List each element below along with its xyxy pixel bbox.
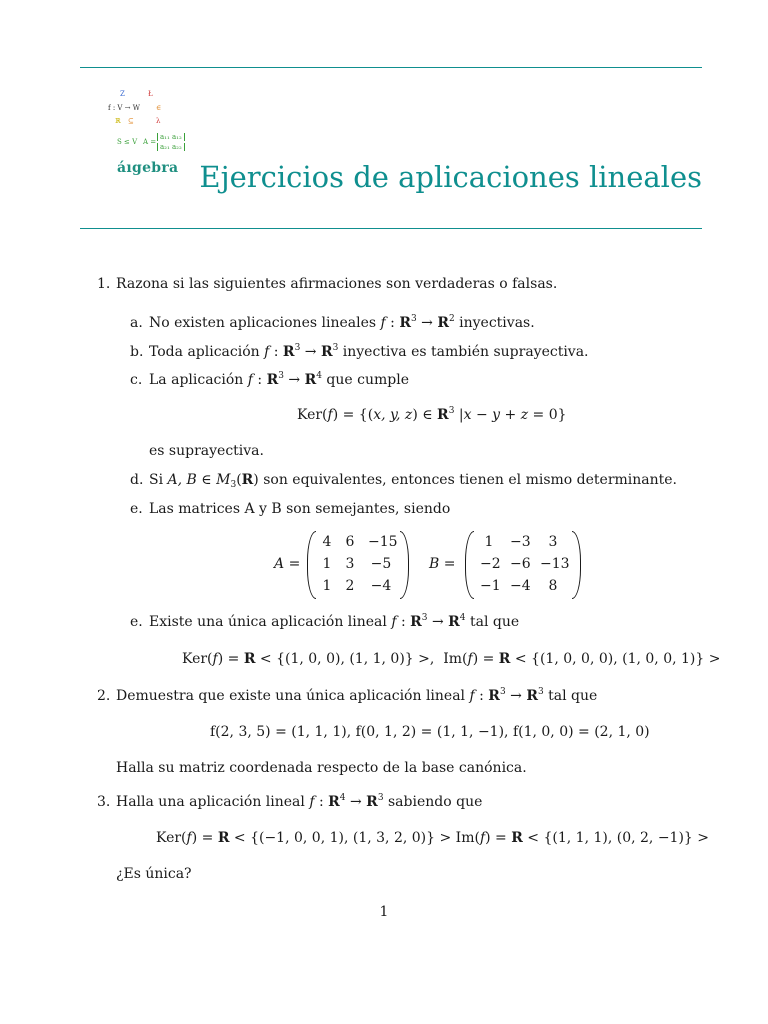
page-number: 1 (379, 904, 389, 920)
algebra-logo: Z Ł f : V → W ∈ ℝ ⊆ λ S ≤ V A = a₁₁ a₁₂ a₂₁ a₂₂ áıgebra (100, 82, 195, 182)
logo-brand-text: áıgebra (117, 160, 179, 176)
item-1d-label: d. (130, 472, 144, 488)
item-1e2-equation: Ker(f) = R < {(1, 0, 0), (1, 1, 0)} >, Im(f) = R < {(1, 0, 0, 0), (1, 0, 0, 1)} > (182, 651, 721, 667)
item-1d: Si A, B ∈ $M_3(R)$ son equivalentes, entonces tienen el mismo determinante. (149, 472, 678, 490)
item-1c-label: c. (130, 372, 143, 388)
matrix-a-label: A = (274, 556, 301, 572)
item-1e-label: e. (130, 501, 143, 517)
exercise-3-statement: Halla una aplicación lineal f : $R^4 \to R^3$ sabiendo que (116, 793, 483, 810)
exercise-1-number: 1. (97, 276, 111, 292)
header-bottom-rule (80, 228, 702, 229)
exercise-2-equation: f(2, 3, 5) = (1, 1, 1), f(0, 1, 2) = (1, 1, −1), f(1, 0, 0) = (2, 1, 0) (210, 724, 650, 740)
matrix-b-label: B = (429, 556, 456, 572)
page-title: Ejercicios de aplicaciones lineales (199, 160, 702, 194)
exercise-3-question: ¿Es única? (116, 866, 192, 882)
top-rule (80, 67, 702, 68)
exercise-3-equation: Ker(f) = R < {(−1, 0, 0, 1), (1, 3, 2, 0)} > Im(f) = R < {(1, 1, 1), (0, 2, −1)} > (156, 830, 710, 846)
exercise-2-number: 2. (97, 688, 111, 704)
exercise-2-statement: Demuestra que existe una única aplicación lineal f : $R^3 \to R^3$ tal que (116, 687, 598, 704)
item-1e: Las matrices A y B son semejantes, siendo (149, 501, 451, 517)
exercise-1-intro: Razona si las siguientes afirmaciones son verdaderas o falsas. (116, 276, 558, 292)
item-1c: La aplicación f : $R^3 \to R^4$ que cumple (149, 371, 409, 388)
item-1e2-label: e. (130, 614, 143, 630)
exercise-3-number: 3. (97, 794, 111, 810)
item-1a-label: a. (130, 315, 143, 331)
item-1c-conclusion: es suprayectiva. (149, 443, 264, 459)
matrix-a: 4 6 −15 1 3 −5 1 2 −4 (307, 530, 409, 599)
item-1e2: Existe una única aplicación lineal f : $R^3 \to R^4$ tal que (149, 613, 520, 630)
item-1c-kernel-equation: Ker(f) = {(x, y, z) ∈ $R^3$ |x − y + z = 0} (297, 406, 567, 423)
item-1b: Toda aplicación f : $R^3 \to R^3$ inyectiva es también suprayectiva. (149, 343, 589, 360)
item-1b-label: b. (130, 344, 144, 360)
exercise-2-followup: Halla su matriz coordenada respecto de la base canónica. (116, 760, 527, 776)
matrix-b: 1 −3 3 −2 −6 −13 −1 −4 8 (465, 530, 581, 599)
item-1a: No existen aplicaciones lineales f : $R^3 \to R^2$ inyectivas. (149, 314, 535, 331)
